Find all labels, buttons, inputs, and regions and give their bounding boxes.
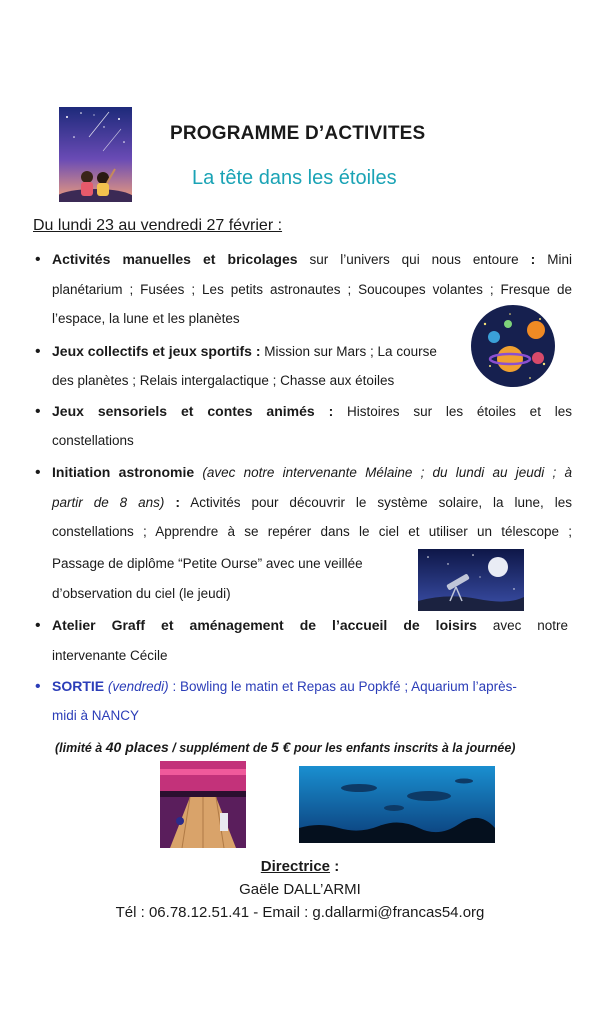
activity-sensory-title: Jeux sensoriels et contes animés :	[52, 403, 334, 419]
director-colon: :	[334, 858, 340, 875]
limit-prefix: (limité à	[55, 741, 103, 755]
activity-manual-colon: :	[530, 251, 536, 267]
director-contact: Tél : 06.78.12.51.41 - Email : g.dallarmi@francas54.org	[115, 904, 485, 921]
activity-games-line2: des planètes ; Relais intergalactique ; Chasse aux étoiles	[52, 373, 395, 388]
date-range: Du lundi 23 au vendredi 27 février :	[33, 217, 283, 234]
activity-manual-text: sur l’univers qui nous entoure	[309, 252, 519, 267]
activity-manual	[52, 250, 572, 269]
activity-astronomy-note: (avec notre intervenante Mélaine ; du lundi au jeudi ; à	[202, 465, 572, 480]
telescope-illustration	[418, 549, 524, 611]
activity-graff-text: avec notre	[492, 618, 568, 633]
activity-outing-text: : Bowling le matin et Repas au Popkfé ; Aquarium l’après-	[172, 679, 517, 694]
activity-outing-title: SORTIE	[52, 678, 105, 694]
limit-price: 5 €	[270, 739, 291, 755]
activity-manual-text-b: Mini	[547, 252, 572, 267]
limit-places: 40 places	[105, 739, 169, 755]
activity-astronomy-note2: partir de 8 ans)	[52, 495, 165, 510]
activity-sensory	[52, 402, 572, 421]
bullet-dot: •	[35, 403, 41, 420]
activity-outing	[52, 677, 517, 696]
activity-games-text: Mission sur Mars ; La course	[264, 344, 437, 359]
activity-games	[52, 342, 437, 361]
activity-astronomy	[52, 463, 572, 482]
bowling-photo	[160, 761, 246, 848]
activity-astronomy-title: Initiation astronomie	[52, 464, 195, 480]
aquarium-photo	[299, 766, 495, 843]
places-limit-note	[55, 739, 515, 755]
activity-astronomy-colon: :	[175, 494, 181, 510]
director-name: Gaële DALL’ARMI	[239, 881, 361, 898]
bullet-dot: •	[35, 617, 41, 634]
activity-graff-title: Atelier Graff et aménagement de l’accueil de loisirs	[52, 617, 477, 633]
activity-astronomy-line4: Passage de diplôme “Petite Ourse” avec une veillée	[52, 556, 363, 571]
bullet-dot: •	[35, 464, 41, 481]
limit-middle: / supplément de	[172, 741, 268, 755]
activity-graff-line2: intervenante Cécile	[52, 648, 168, 663]
director-heading	[0, 858, 600, 875]
activity-manual-line3: l’espace, la lune et les planètes	[52, 311, 240, 326]
limit-suffix: pour les enfants inscrits à la journée)	[293, 741, 516, 755]
planets-illustration	[470, 304, 556, 388]
activity-astronomy-text: Activités pour découvrir le système solaire, la lune, les	[190, 495, 572, 510]
activity-astronomy-line3: constellations ; Apprendre à se repérer dans le ciel et utiliser un télescope ;	[52, 524, 572, 539]
activity-manual-title: Activités manuelles et bricolages	[52, 251, 298, 267]
activity-astronomy-line2	[52, 493, 572, 512]
director-label: Directrice	[260, 858, 331, 875]
activity-outing-line2: midi à NANCY	[52, 708, 140, 723]
activity-games-title: Jeux collectifs et jeux sportifs :	[52, 343, 261, 359]
activity-graff	[52, 616, 568, 635]
bullet-dot: •	[35, 678, 41, 695]
activity-sensory-text: Histoires sur les étoiles et les	[347, 404, 572, 419]
activity-manual-line2: planétarium ; Fusées ; Les petits astronautes ; Soucoupes volantes ; Fresque de	[52, 282, 572, 297]
bullet-dot: •	[35, 343, 41, 360]
kids-stargazing-illustration	[59, 107, 132, 202]
page-title: PROGRAMME D’ACTIVITES	[170, 123, 426, 144]
activity-astronomy-line5: d’observation du ciel (le jeudi)	[52, 586, 231, 601]
page-subtitle: La tête dans les étoiles	[192, 167, 397, 189]
activity-outing-day: (vendredi)	[107, 679, 169, 694]
activity-sensory-line2: constellations	[52, 433, 134, 448]
bullet-dot: •	[35, 251, 41, 268]
